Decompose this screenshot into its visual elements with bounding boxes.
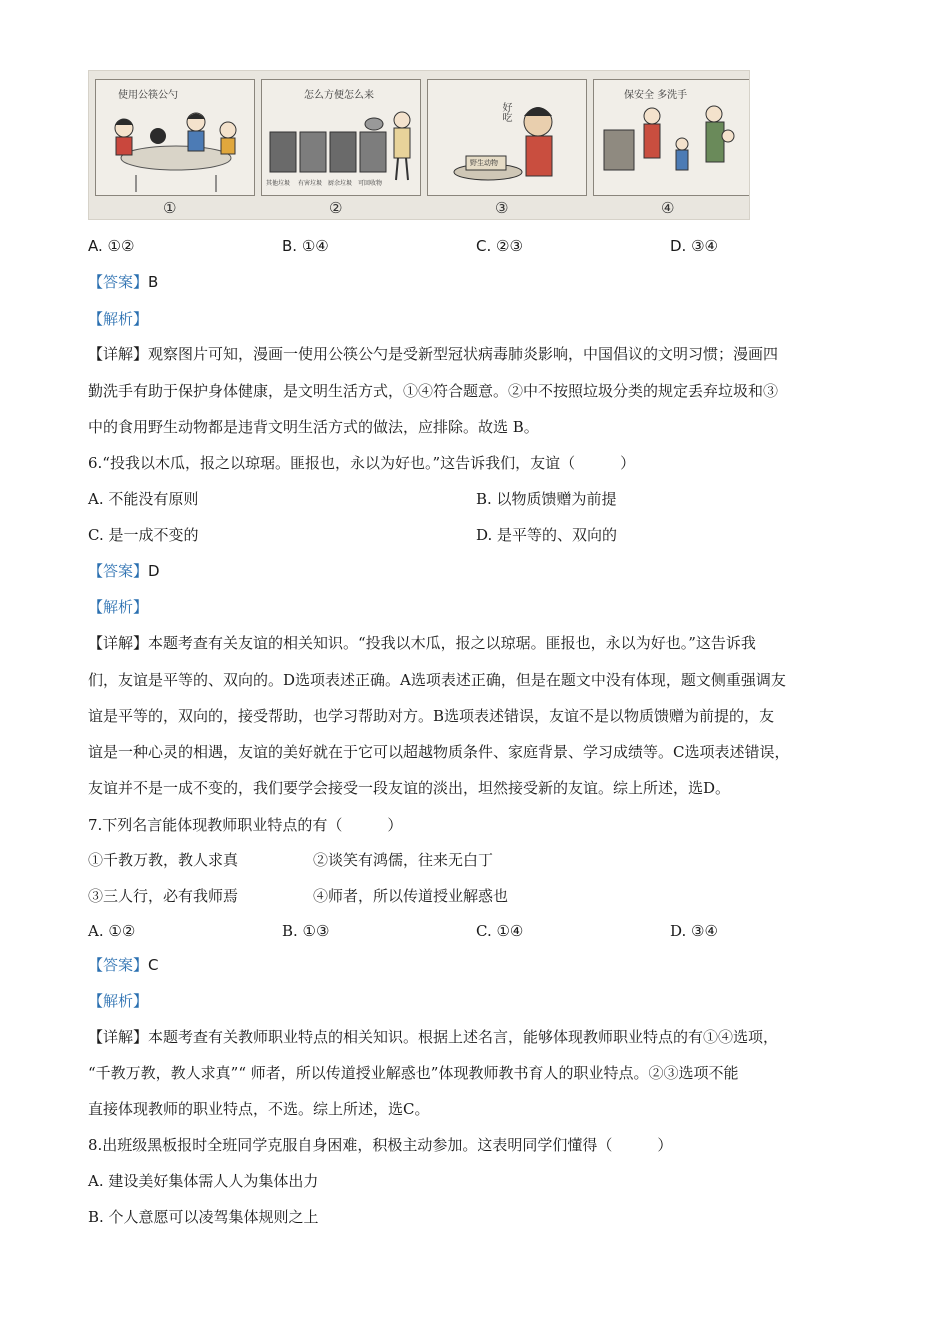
q5-detail-line-1 bbox=[88, 344, 778, 364]
q6-detail-line-5: 友谊并不是一成不变的，我们要学会接受一段友谊的淡出，坦然接受新的友谊。综上所述，选D。 bbox=[88, 779, 731, 797]
q7-item-2: ②谈笑有鸿儒，往来无白丁 bbox=[313, 851, 494, 869]
dining-people-drawing bbox=[96, 80, 254, 195]
comic-panel-1-caption: 使用公筷公勺 bbox=[118, 90, 178, 101]
wild-animal-sign: 野生动物 bbox=[470, 159, 498, 167]
q5-option-a: A. ①② bbox=[88, 237, 135, 255]
q7-option-c: C. ①④ bbox=[476, 922, 524, 940]
q6-answer bbox=[88, 561, 160, 581]
detail-tag: 【详解】 bbox=[88, 345, 149, 363]
q6-analysis-tag: 【解析】 bbox=[88, 598, 149, 616]
comic-panel-3 bbox=[427, 79, 587, 196]
q7-detail-line-3: 直接体现教师的职业特点，不选。综上所述，选C。 bbox=[88, 1100, 430, 1118]
comic-strip-image bbox=[88, 70, 750, 220]
detail-text: 本题考查有关教师职业特点的相关知识。根据上述名言，能够体现教师职业特点的有①④选项， bbox=[148, 1028, 779, 1046]
q5-detail-line-2: 勤洗手有助于保护身体健康，是文明生活方式，①④符合题意。②中不按照垃圾分类的规定丢弃垃圾和③ bbox=[88, 382, 779, 400]
q7-item-1: ①千教万教，教人求真 bbox=[88, 851, 239, 869]
q6-stem: 6.“投我以木瓜，报之以琼琚。匪报也，永以为好也。”这告诉我们，友谊（ ） bbox=[88, 454, 636, 472]
answer-tag: 【答案】 bbox=[88, 562, 149, 580]
comic-panel-4 bbox=[593, 79, 750, 196]
comic-panel-2 bbox=[261, 79, 421, 196]
bin-label-3: 厨余垃圾 bbox=[328, 180, 353, 187]
q5-option-d: D. ③④ bbox=[670, 237, 718, 255]
q6-detail-line-3: 谊是平等的，双向的，接受帮助，也学习帮助对方。B选项表述错误，友谊不是以物质馈赠为前提的，友 bbox=[88, 707, 775, 725]
q7-option-a: A. ①② bbox=[88, 922, 136, 940]
q7-item-3: ③三人行，必有我师焉 bbox=[88, 887, 239, 905]
comic-panel-3-caption: 好吃 bbox=[500, 102, 511, 122]
q7-detail-line-2: “千教万教，教人求真”“ 师者，所以传道授业解惑也”体现教师教书育人的职业特点。②③选项不能 bbox=[88, 1064, 739, 1082]
q8-option-a: A. 建设美好集体需人人为集体出力 bbox=[88, 1172, 319, 1190]
bin-label-4: 可回收物 bbox=[358, 180, 383, 187]
q7-analysis-tag: 【解析】 bbox=[88, 992, 149, 1010]
detail-tag: 【详解】 bbox=[88, 634, 149, 652]
q7-answer bbox=[88, 955, 159, 975]
comic-panel-4-caption: 保安全 多洗手 bbox=[624, 90, 688, 101]
comic-panel-1 bbox=[95, 79, 255, 196]
comic-panel-4-number: ④ bbox=[661, 199, 675, 217]
q5-detail-line-3: 中的食用野生动物都是违背文明生活方式的做法，应排除。故选 B。 bbox=[88, 418, 539, 436]
answer-value: C bbox=[148, 956, 159, 974]
q6-option-a: A. 不能没有原则 bbox=[88, 490, 199, 508]
q6-option-d: D. 是平等的、双向的 bbox=[476, 526, 618, 544]
q7-option-d: D. ③④ bbox=[670, 922, 718, 940]
q6-detail-line-2: 们，友谊是平等的、双向的。D选项表述正确。A选项表述正确，但是在题文中没有体现，题文侧重强调友 bbox=[88, 671, 786, 689]
q5-option-b: B. ①④ bbox=[282, 237, 329, 255]
q6-detail-line-1 bbox=[88, 633, 756, 653]
answer-tag: 【答案】 bbox=[88, 273, 149, 291]
q7-stem: 7.下列名言能体现教师职业特点的有（ ） bbox=[88, 816, 403, 834]
comic-panel-2-caption: 怎么方便怎么来 bbox=[304, 90, 374, 101]
eating-man-drawing bbox=[428, 80, 586, 195]
bin-label-2: 有害垃圾 bbox=[298, 180, 323, 187]
q6-option-b: B. 以物质馈赠为前提 bbox=[476, 490, 617, 508]
detail-text: 观察图片可知，漫画一使用公筷公勺是受新型冠状病毒肺炎影响，中国倡议的文明习惯；漫画四 bbox=[148, 345, 779, 363]
q7-item-4: ④师者，所以传道授业解惑也 bbox=[313, 887, 509, 905]
q7-detail-line-1 bbox=[88, 1027, 778, 1047]
comic-panel-1-number: ① bbox=[163, 199, 177, 217]
washing-hands-drawing bbox=[594, 80, 750, 195]
q5-answer bbox=[88, 272, 158, 292]
answer-value: B bbox=[148, 273, 159, 291]
q5-analysis-tag: 【解析】 bbox=[88, 310, 149, 328]
answer-tag: 【答案】 bbox=[88, 956, 149, 974]
detail-tag: 【详解】 bbox=[88, 1028, 149, 1046]
answer-value: D bbox=[148, 562, 160, 580]
q7-option-b: B. ①③ bbox=[282, 922, 330, 940]
q6-option-c: C. 是一成不变的 bbox=[88, 526, 199, 544]
bin-label-1: 其他垃圾 bbox=[266, 180, 291, 187]
detail-text: 本题考查有关友谊的相关知识。“投我以木瓜，报之以琼琚。匪报也，永以为好也。”这告诉我 bbox=[148, 634, 756, 652]
q8-option-b: B. 个人意愿可以凌驾集体规则之上 bbox=[88, 1208, 319, 1226]
comic-panel-2-number: ② bbox=[329, 199, 343, 217]
comic-panel-3-number: ③ bbox=[495, 199, 509, 217]
q6-detail-line-4: 谊是一种心灵的相遇，友谊的美好就在于它可以超越物质条件、家庭背景、学习成绩等。C选项表述错误， bbox=[88, 743, 790, 761]
q8-stem: 8.出班级黑板报时全班同学克服自身困难，积极主动参加。这表明同学们懂得（ ） bbox=[88, 1136, 673, 1154]
q5-option-c: C. ②③ bbox=[476, 237, 523, 255]
